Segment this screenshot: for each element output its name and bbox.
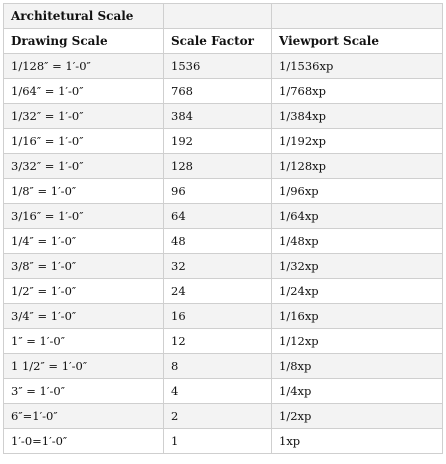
cell-viewport-scale: 1/48xp: [272, 229, 443, 254]
header-scale-factor: Scale Factor: [164, 29, 272, 54]
table-row: [4, 104, 443, 129]
header-drawing-scale: Drawing Scale: [4, 29, 164, 54]
cell-scale-factor: 16: [164, 304, 272, 329]
table-row: [4, 229, 443, 254]
cell-viewport-scale: 1/24xp: [272, 279, 443, 304]
table-row: [4, 304, 443, 329]
cell-drawing-scale: 1/8″ = 1′-0″: [4, 179, 164, 204]
cell-scale-factor: 96: [164, 179, 272, 204]
cell-drawing-scale: 3/16″ = 1′-0″: [4, 204, 164, 229]
cell-scale-factor: 192: [164, 129, 272, 154]
table-title-empty-cell: [164, 4, 272, 29]
table-row: [4, 204, 443, 229]
cell-scale-factor: 1536: [164, 54, 272, 79]
cell-viewport-scale: 1/384xp: [272, 104, 443, 129]
cell-scale-factor: 1: [164, 429, 272, 454]
scale-table-container: [3, 3, 442, 461]
cell-drawing-scale: 1/64″ = 1′-0″: [4, 79, 164, 104]
cell-drawing-scale: 3/32″ = 1′-0″: [4, 154, 164, 179]
table-row: [4, 79, 443, 104]
cell-viewport-scale: 1/32xp: [272, 254, 443, 279]
architectural-scale-table: [3, 3, 443, 454]
cell-scale-factor: 48: [164, 229, 272, 254]
cell-drawing-scale: 3/4″ = 1′-0″: [4, 304, 164, 329]
cell-drawing-scale: 3″ = 1′-0″: [4, 379, 164, 404]
cell-drawing-scale: 1/16″ = 1′-0″: [4, 129, 164, 154]
table-title: Architetural Scale: [4, 4, 164, 29]
cell-scale-factor: 64: [164, 204, 272, 229]
table-row: [4, 354, 443, 379]
cell-scale-factor: 12: [164, 329, 272, 354]
cell-drawing-scale: 3/8″ = 1′-0″: [4, 254, 164, 279]
table-row: [4, 154, 443, 179]
table-row: [4, 129, 443, 154]
cell-viewport-scale: 1/64xp: [272, 204, 443, 229]
cell-scale-factor: 4: [164, 379, 272, 404]
table-row: [4, 429, 443, 454]
cell-scale-factor: 8: [164, 354, 272, 379]
cell-viewport-scale: 1/8xp: [272, 354, 443, 379]
cell-drawing-scale: 1′-0=1′-0″: [4, 429, 164, 454]
cell-viewport-scale: 1/4xp: [272, 379, 443, 404]
cell-viewport-scale: 1/128xp: [272, 154, 443, 179]
cell-drawing-scale: 1/32″ = 1′-0″: [4, 104, 164, 129]
table-header-row: [4, 29, 443, 54]
cell-viewport-scale: 1/768xp: [272, 79, 443, 104]
cell-drawing-scale: 1/128″ = 1′-0″: [4, 54, 164, 79]
cell-scale-factor: 24: [164, 279, 272, 304]
table-row: [4, 254, 443, 279]
cell-viewport-scale: 1/16xp: [272, 304, 443, 329]
table-row: [4, 54, 443, 79]
cell-drawing-scale: 6″=1′-0″: [4, 404, 164, 429]
cell-viewport-scale: 1/192xp: [272, 129, 443, 154]
cell-viewport-scale: 1/2xp: [272, 404, 443, 429]
cell-drawing-scale: 1 1/2″ = 1′-0″: [4, 354, 164, 379]
table-title-empty-cell: [272, 4, 443, 29]
cell-scale-factor: 32: [164, 254, 272, 279]
table-row: [4, 179, 443, 204]
table-row: [4, 279, 443, 304]
cell-scale-factor: 768: [164, 79, 272, 104]
table-body: [4, 4, 443, 454]
cell-drawing-scale: 1″ = 1′-0″: [4, 329, 164, 354]
table-row: [4, 404, 443, 429]
cell-viewport-scale: 1/12xp: [272, 329, 443, 354]
table-title-row: [4, 4, 443, 29]
cell-viewport-scale: 1/96xp: [272, 179, 443, 204]
cell-drawing-scale: 1/4″ = 1′-0″: [4, 229, 164, 254]
cell-scale-factor: 128: [164, 154, 272, 179]
table-row: [4, 329, 443, 354]
cell-drawing-scale: 1/2″ = 1′-0″: [4, 279, 164, 304]
cell-scale-factor: 2: [164, 404, 272, 429]
cell-viewport-scale: 1/1536xp: [272, 54, 443, 79]
cell-scale-factor: 384: [164, 104, 272, 129]
header-viewport-scale: Viewport Scale: [272, 29, 443, 54]
cell-viewport-scale: 1xp: [272, 429, 443, 454]
table-row: [4, 379, 443, 404]
